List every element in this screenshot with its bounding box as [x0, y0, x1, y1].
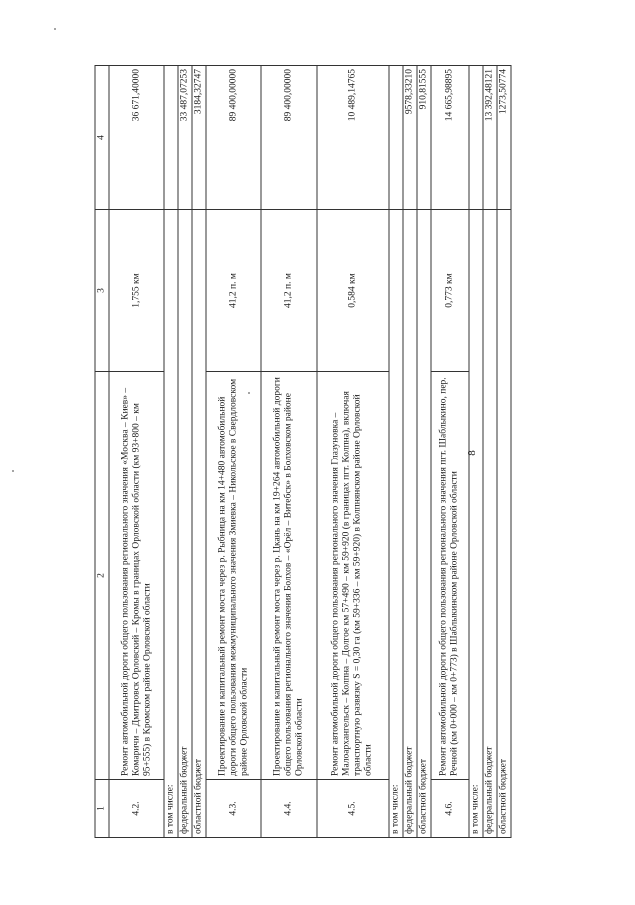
- table-header-row: [95, 66, 109, 838]
- item-length: 41,2 п. м: [206, 210, 261, 372]
- funding-label: областной бюджет: [417, 210, 431, 838]
- funding-amount: 910,81555: [417, 66, 431, 210]
- table-row-funding: [469, 66, 483, 838]
- table-row-item: [109, 66, 164, 838]
- table-row-funding: [483, 66, 497, 838]
- item-length: 0,584 км: [317, 210, 389, 372]
- funding-label: федеральный бюджет: [403, 210, 417, 838]
- funding-amount: 1273,50774: [497, 66, 511, 210]
- works-table: [95, 65, 512, 838]
- item-amount: 14 665,98895: [431, 66, 469, 210]
- table-row-funding: [389, 66, 403, 838]
- table-row-item: [317, 66, 389, 838]
- funding-amount: 33 487,07253: [178, 66, 192, 210]
- table-row-funding: [497, 66, 511, 838]
- funding-label: областной бюджет: [192, 210, 206, 838]
- header-col-1: 1: [95, 780, 109, 838]
- item-length: 1,755 км: [109, 210, 164, 372]
- item-description: Проектирование и капитальный ремонт моста через р. Рыбница на км 14+480 автомобильной дороги общего пользования межмуниципального значения Змиевка – Никольское в Свердловском районе Орловской области: [206, 372, 261, 780]
- item-amount: 10 489,14765: [317, 66, 389, 210]
- table-row-funding: [403, 66, 417, 838]
- funding-label: в том числе:: [469, 210, 483, 838]
- item-length: 0,773 км: [431, 210, 469, 372]
- funding-amount: 9578,33210: [403, 66, 417, 210]
- item-description: Проектирование и капитальный ремонт моста через р. Цкань на км 19+264 автомобильной дороги общего пользования регионального значения Болхов – «Орёл – Витебск» в Болховском районе Орловской области: [261, 372, 316, 780]
- scan-speck: [12, 470, 14, 472]
- table-row-funding: [164, 66, 178, 838]
- item-amount: 89 400,00000: [206, 66, 261, 210]
- item-length: 41,2 п. м: [261, 210, 316, 372]
- table-row-item: [431, 66, 469, 838]
- item-description: Ремонт автомобильной дороги общего пользования регионального значения пгт. Шаблыкино, пер. Речной (км 0+000 – км 0+773) в Шаблыкинском районе Орловской области: [431, 372, 469, 780]
- item-amount: 89 400,00000: [261, 66, 316, 210]
- item-description: Ремонт автомобильной дороги общего пользования регионального значения «Москва – Киев» – Комаричи – Дмитровск Орловский – Кромы в границах Орловской области (км 93+800 – км 95+555) в Кромском районе Орловской области: [109, 372, 164, 780]
- funding-label: федеральный бюджет: [178, 210, 192, 838]
- table-row-item: [261, 66, 316, 838]
- table-row-funding: [417, 66, 431, 838]
- scan-speck: [248, 392, 250, 394]
- item-number: 4.3.: [206, 780, 261, 838]
- funding-label: федеральный бюджет: [483, 210, 497, 838]
- funding-label: областной бюджет: [497, 210, 511, 838]
- header-col-4: 4: [95, 66, 109, 210]
- scan-speck: [54, 28, 56, 30]
- item-description: Ремонт автомобильной дороги общего пользования регионального значения Глазуновка – Малоархангельск – Колпна – Долгое км 57+490 – км 59+920 (в границах пгт. Колпна), включая транспортную развязку S = 0,30 га (км 59+336 – км 59+920) в Колпнянском районе Орловской области: [317, 372, 389, 780]
- item-number: 4.5.: [317, 780, 389, 838]
- item-number: 4.4.: [261, 780, 316, 838]
- funding-amount: [469, 66, 483, 210]
- table-row-funding: [192, 66, 206, 838]
- rotated-table-container: [95, 66, 512, 838]
- funding-amount: [389, 66, 403, 210]
- funding-amount: 3184,32747: [192, 66, 206, 210]
- funding-amount: 13 392,48121: [483, 66, 497, 210]
- header-col-2: 2: [95, 372, 109, 780]
- item-number: 4.6.: [431, 780, 469, 838]
- funding-label: в том числе:: [389, 210, 403, 838]
- item-amount: 36 671,40000: [109, 66, 164, 210]
- item-number: 4.2.: [109, 780, 164, 838]
- table-row-funding: [178, 66, 192, 838]
- table-row-item: [206, 66, 261, 838]
- page-number: 8: [466, 450, 478, 456]
- header-col-3: 3: [95, 210, 109, 372]
- funding-label: в том числе:: [164, 210, 178, 838]
- funding-amount: [164, 66, 178, 210]
